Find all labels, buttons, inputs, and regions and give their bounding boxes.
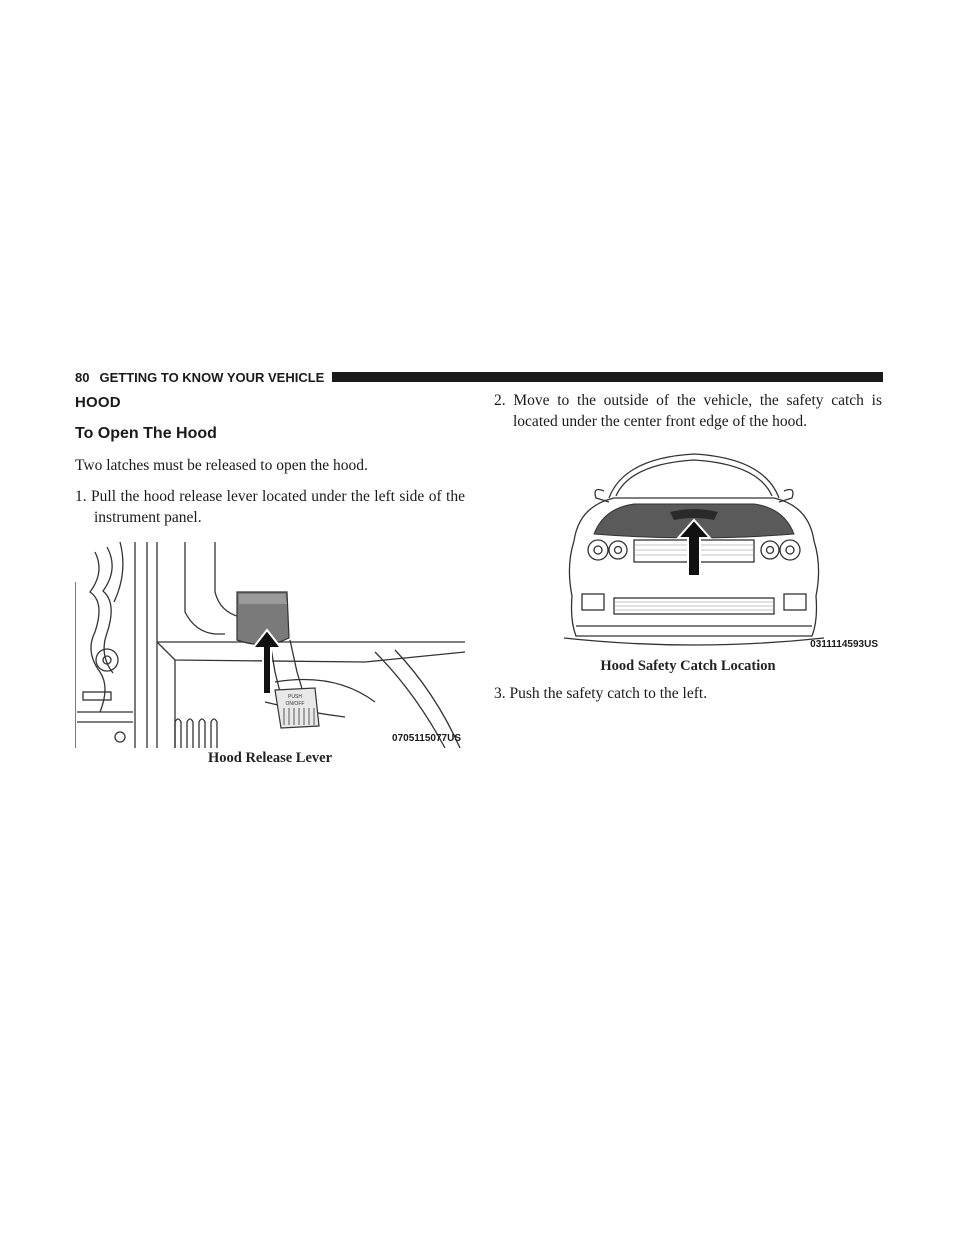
car-front-illustration <box>494 446 882 656</box>
hood-safety-catch-figure <box>494 446 882 656</box>
pedal-label-1: PUSH <box>288 694 302 700</box>
figure-caption: Hood Safety Catch Location <box>600 658 776 674</box>
figure-caption: Hood Release Lever <box>207 750 333 766</box>
hood-release-lever-illustration <box>75 542 465 748</box>
intro-paragraph: Two latches must be released to open the hood. <box>75 457 368 474</box>
right-column <box>494 390 882 704</box>
figure-code: 0705115077US <box>392 733 461 744</box>
section-heading: HOOD <box>75 394 121 411</box>
figure-code: 0311114593US <box>810 639 878 650</box>
page-number: 80 <box>75 369 90 385</box>
section-title: GETTING TO KNOW YOUR VEHICLE <box>99 369 325 385</box>
pedal-label-2: ON/OFF <box>285 701 305 707</box>
step-2: 2. Move to the outside of the vehicle, the safety catch is located under the center front edge of the hood. <box>494 392 882 430</box>
header-rule <box>332 372 883 382</box>
step-3: 3. Push the safety catch to the left. <box>494 685 708 702</box>
subsection-heading: To Open The Hood <box>75 425 217 442</box>
step-1: 1. Pull the hood release lever located under the left side of the instrument panel. <box>75 488 465 526</box>
page-header <box>75 368 883 386</box>
hood-release-lever-figure <box>75 542 465 748</box>
left-column <box>75 390 465 767</box>
